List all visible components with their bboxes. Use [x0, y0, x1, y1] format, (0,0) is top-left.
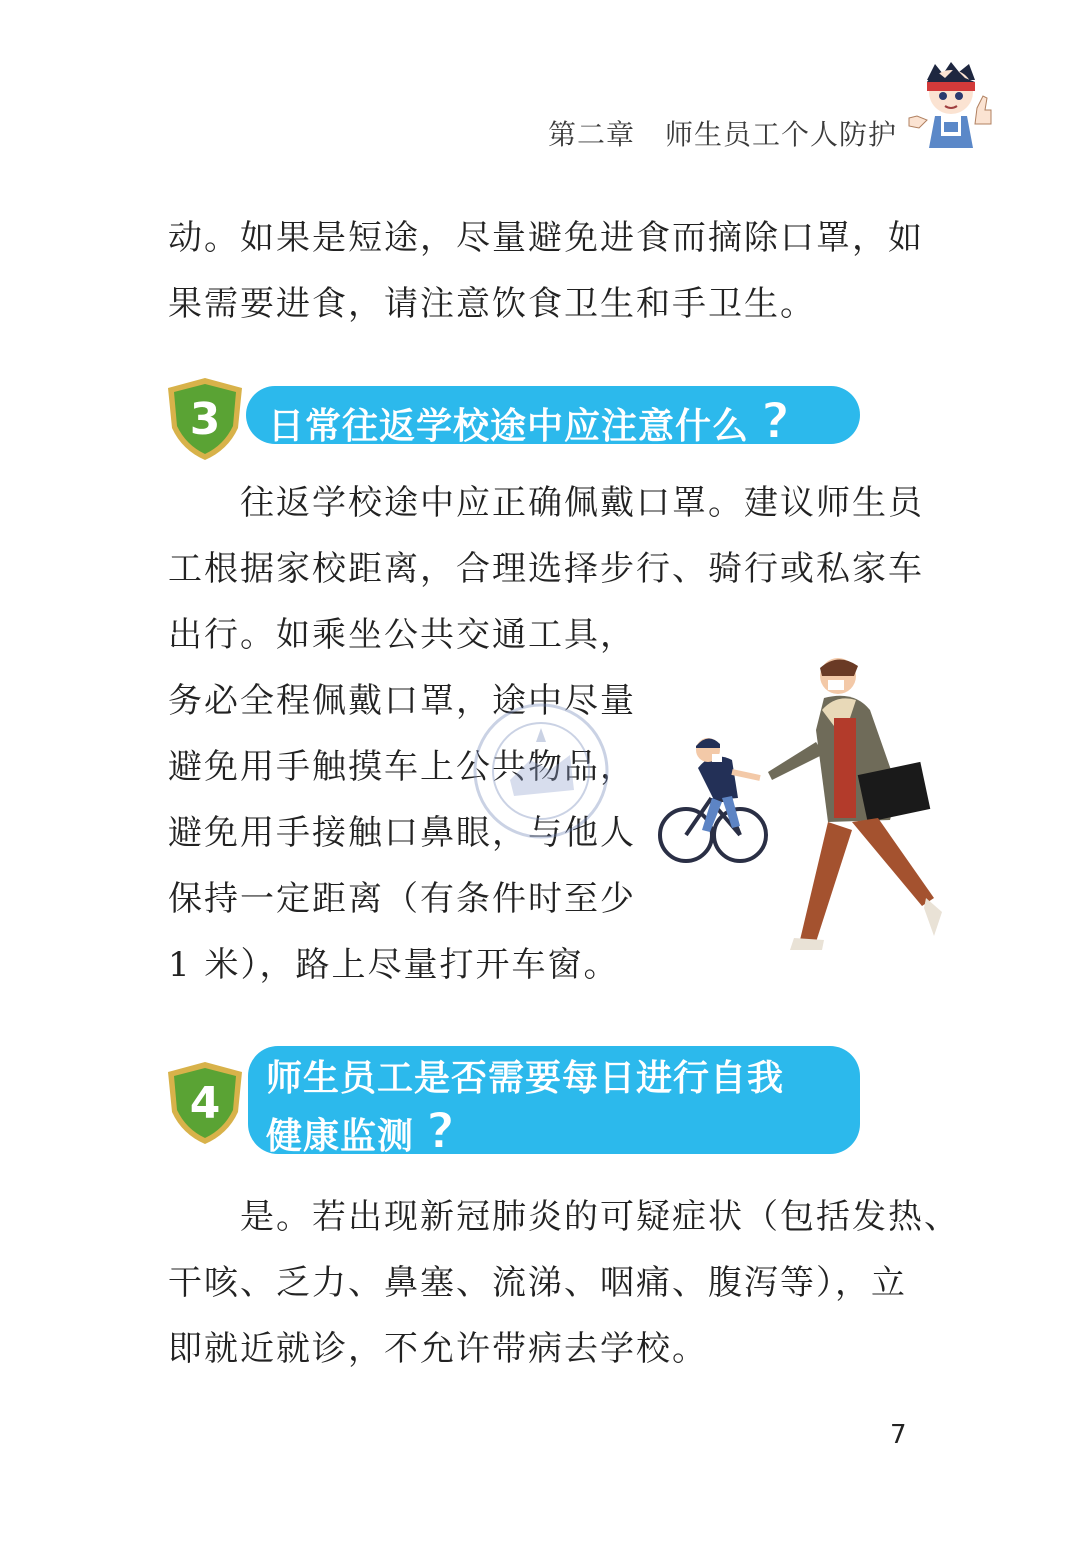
section-3-number: 3: [189, 394, 221, 445]
section-4-number: 4: [189, 1078, 221, 1129]
paragraph-line: 出行。如乘坐公共交通工具，: [168, 615, 636, 655]
paragraph-line: 1 米），路上尽量打开车窗。: [168, 945, 620, 985]
paragraph-line: 动。如果是短途，尽量避免进食而摘除口罩，如: [168, 218, 924, 258]
paragraph-line: 保持一定距离（有条件时至少: [168, 879, 636, 919]
page-number: 7: [890, 1420, 907, 1450]
paragraph-line: 干咳、乏力、鼻塞、流涕、咽痛、腹泻等），立: [168, 1263, 907, 1303]
paragraph-line: 果需要进食，请注意饮食卫生和手卫生。: [168, 284, 816, 324]
section-4-question-line1: 师生员工是否需要每日进行自我: [266, 1058, 785, 1099]
question-mark-icon: ?: [426, 1102, 457, 1160]
section-4-question-banner: [248, 1046, 860, 1160]
intro-paragraph: [168, 205, 924, 337]
paragraph-line: 务必全程佩戴口罩，途中尽量: [168, 681, 636, 721]
chapter-title: 师生员工个人防护: [665, 118, 898, 151]
chapter-header: [548, 113, 897, 153]
mascot-thumbs-up-icon: [905, 58, 995, 150]
section-4-question-line2: 健康监测: [266, 1116, 415, 1157]
walking-with-bicycle-illustration: [640, 650, 960, 990]
section-3-question: 日常往返学校途中应注意什么: [268, 406, 750, 447]
paragraph-line: 是。若出现新冠肺炎的可疑症状（包括发热、: [240, 1197, 960, 1237]
section-3-badge-icon: [166, 376, 244, 462]
institution-seal-watermark: [470, 700, 612, 842]
paragraph-line: 避免用手接触口鼻眼，与他人: [168, 813, 636, 853]
chapter-label: 第二章: [548, 118, 636, 151]
paragraph-line: 往返学校途中应正确佩戴口罩。建议师生员: [240, 483, 924, 523]
paragraph-line: 避免用手触摸车上公共物品，: [168, 747, 636, 787]
question-mark-icon: ?: [761, 392, 792, 450]
section-3-question-banner: [246, 386, 860, 450]
section-4-answer: [168, 1184, 960, 1382]
paragraph-line: 即就近就诊，不允许带病去学校。: [168, 1329, 708, 1369]
section-4-badge-icon: [166, 1060, 244, 1146]
paragraph-line: 工根据家校距离，合理选择步行、骑行或私家车: [168, 549, 924, 589]
